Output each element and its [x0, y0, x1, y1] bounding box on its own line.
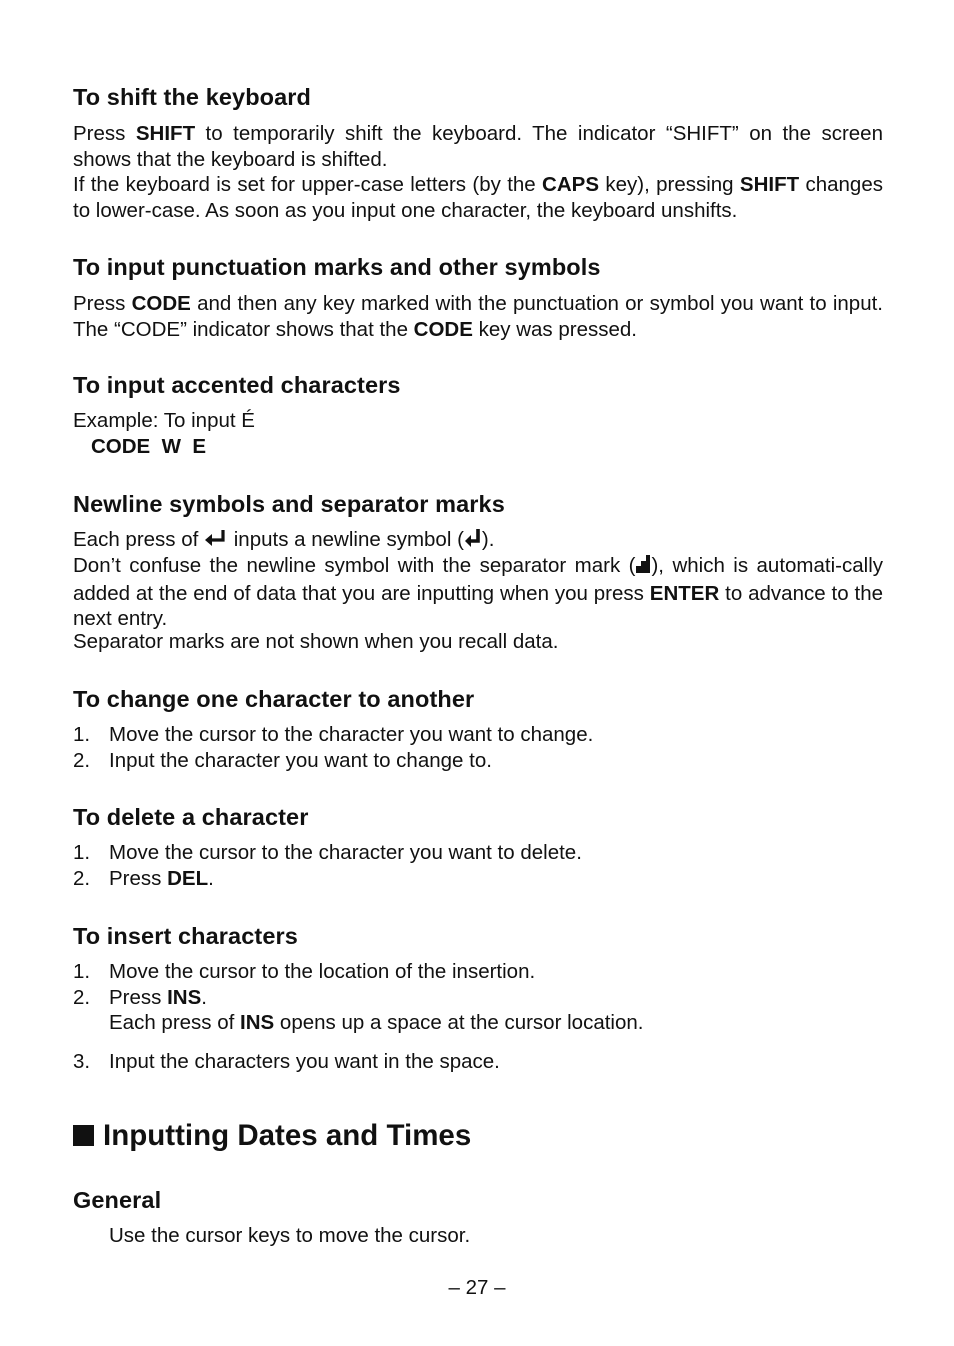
heading-general: General	[73, 1187, 162, 1213]
shift-para-2: If the keyboard is set for upper-case letters (by the CAPS key), pressing SHIFT changes to lower-case. As soon as you input one character, the keyboard unshifts.	[73, 173, 883, 222]
heading-delete: To delete a character	[73, 804, 309, 830]
insert-step-1: 1. Move the cursor to the location of the insertion.	[73, 960, 536, 983]
heading-change: To change one character to another	[73, 686, 475, 712]
page-number: – 27 –	[448, 1276, 506, 1299]
delete-step-2: 2. Press DEL.	[73, 867, 214, 890]
change-step-1: 1. Move the cursor to the character you want to change.	[73, 723, 594, 746]
heading-newline: Newline symbols and separator marks	[73, 491, 505, 517]
black-square-icon	[73, 1125, 94, 1146]
change-step-2: 2. Input the character you want to change to.	[73, 749, 492, 772]
newline-para-3: Separator marks are not shown when you recall data.	[73, 630, 559, 653]
shift-para-1: Press SHIFT to temporarily shift the keyboard. The indicator “SHIFT” on the screen shows that the keyboard is shifted.	[73, 122, 883, 171]
heading-punctuation: To input punctuation marks and other symbols	[73, 254, 601, 280]
newline-symbol-icon	[464, 528, 482, 554]
section-title-dates: Inputting Dates and Times	[73, 1119, 471, 1153]
general-text: Use the cursor keys to move the cursor.	[109, 1224, 471, 1247]
heading-shift: To shift the keyboard	[73, 84, 311, 110]
punctuation-para: Press CODE and then any key marked with the punctuation or symbol you want to input. The “CODE” indicator shows that the CODE key was pressed.	[73, 292, 883, 341]
newline-para-2: Don’t confuse the newline symbol with the separator mark ( ), which is automati-cally added at the end of data that you are inputting when you press ENTER to advance to the next entry.	[73, 554, 883, 631]
accented-keys: CODE W E	[91, 435, 207, 458]
return-arrow-icon	[204, 528, 228, 554]
insert-step-2: 2. Press INS.	[73, 986, 207, 1009]
insert-step-2-note: Each press of INS opens up a space at the cursor location.	[109, 1011, 644, 1034]
newline-line-1: Each press of inputs a newline symbol ( ).	[73, 528, 494, 554]
heading-accented: To input accented characters	[73, 372, 401, 398]
accented-example: Example: To input É	[73, 409, 255, 432]
delete-step-1: 1. Move the cursor to the character you want to delete.	[73, 841, 582, 864]
insert-step-3: 3. Input the characters you want in the space.	[73, 1050, 500, 1073]
heading-insert: To insert characters	[73, 923, 298, 949]
separator-mark-icon	[635, 554, 651, 581]
